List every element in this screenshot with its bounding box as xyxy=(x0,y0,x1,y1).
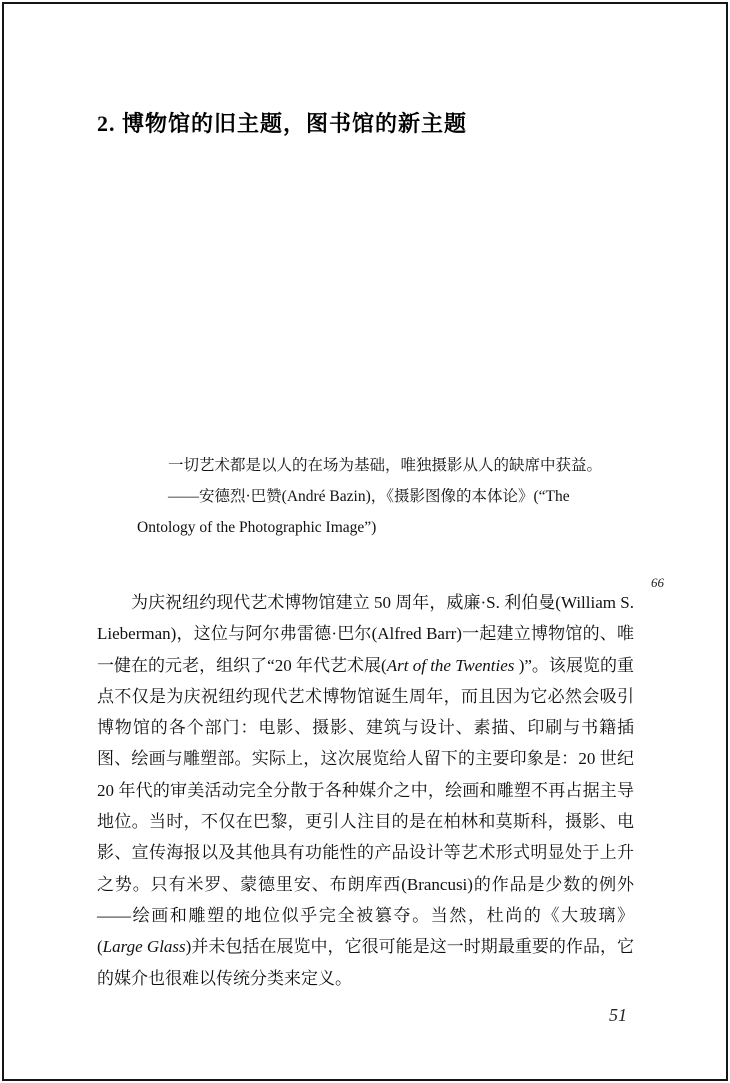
margin-note: 66 xyxy=(651,575,664,590)
page-content xyxy=(0,109,730,994)
epigraph-attribution-line-1: ——安德烈·巴赞(André Bazin)，《摄影图像的本体论》(“The xyxy=(168,488,570,505)
epigraph-quote-line: 一切艺术都是以人的在场为基础，唯独摄影从人的缺席中获益。 xyxy=(168,457,603,474)
epigraph xyxy=(97,450,634,543)
page-number: 51 xyxy=(609,1005,627,1025)
body-paragraph: 为庆祝纽约现代艺术博物馆建立 50 周年，威廉·S. 利伯曼(William S. Lieberman)，这位与阿尔弗雷德·巴尔(Alfred Barr)一起建立博物馆的、唯一健在的元老，组织了“20 年代艺术展(Art of the Twenties )”。该展览的重点不仅是为庆祝纽约现代艺术博物馆诞生周年，而且因为它必然会吸引博物馆的各个部门：电影、摄影、建筑与设计、素描、印刷与书籍插图、绘画与雕塑部。实际上，这次展览给人留下的主要印象是：20 世纪 20 年代的审美活动完全分散于各种媒介之中，绘画和雕塑不再占据主导地位。当时，不仅在巴黎，更引人注目的是在柏林和莫斯科，摄影、电影、宣传海报以及其他具有功能性的产品设计等艺术形式明显处于上升之势。只有米罗、蒙德里安、布朗库西(Brancusi)的作品是少数的例外——绘画和雕塑的地位似乎完全被篡夺。当然，杜尚的《大玻璃》(Large Glass)并未包括在展览中，它很可能是这一时期最重要的作品，它的媒介也很难以传统分类来定义。 xyxy=(97,593,634,988)
epigraph-attribution-line-2: Ontology of the Photographic Image”) xyxy=(137,519,377,536)
chapter-title: 2. 博物馆的旧主题，图书馆的新主题 xyxy=(97,111,468,136)
